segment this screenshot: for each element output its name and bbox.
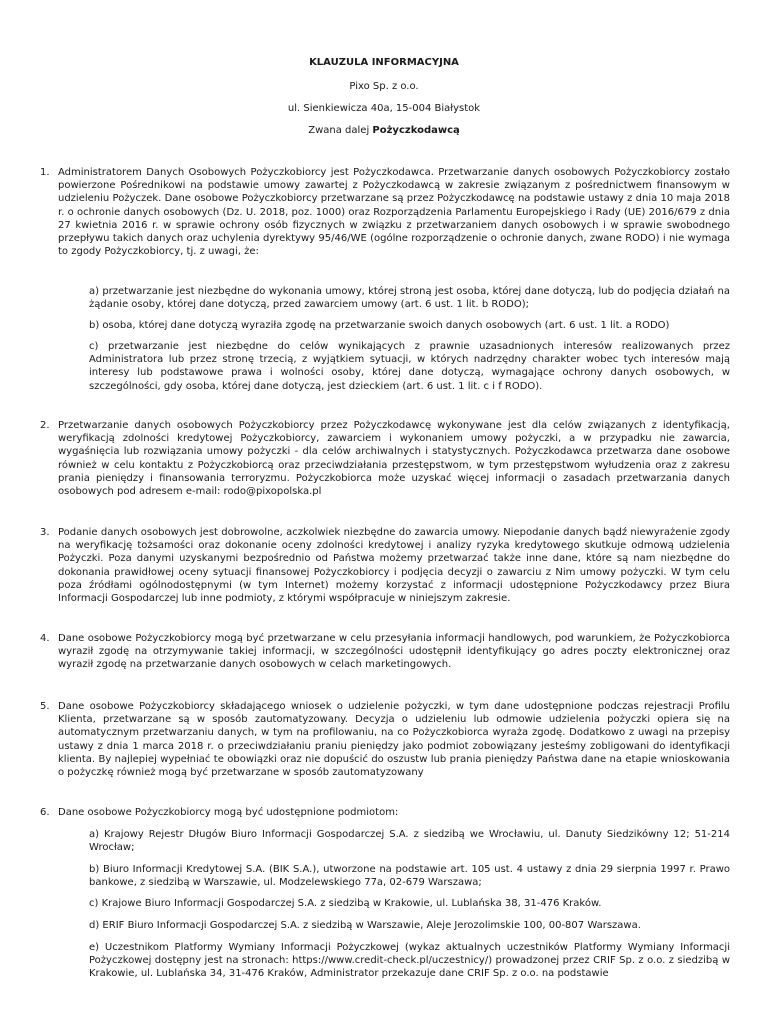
section-number: 4. (40, 633, 50, 644)
section-text: Administratorem Danych Osobowych Pożyczkobiorcy jest Pożyczkodawca. Przetwarzanie danych osobowych Pożyczkobiorcy zostało powierzone Pośrednikowi na podstawie umowy zawartej z Pożyczkodawcą w zakresie związanym z pośrednictwem finansowym w udzieleniu Pożyczek. Dane osobowe Pożyczkobiorcy przetwarzane są przez Pożyczkodawcę na podstawie ustawy z dnia 10 maja 2018 r. o ochronie danych osobowych (Dz. U. 2018, poz. 1000) oraz Rozporządzenia Parlamentu Europejskiego i Rady (UE) 2016/679 z dnia 27 kwietnia 2016 r. w sprawie ochrony osób fizycznych w związku z przetwarzaniem danych osobowych i w sprawie swobodnego przepływu takich danych oraz uchylenia dyrektywy 95/46/WE (ogólne rozporządzenie o ochronie danych, zwane RODO) i nie wymaga to zgody Pożyczkobiorcy, tj. z uwagi, że: (58, 167, 730, 258)
section-text: Dane osobowe Pożyczkobiorcy składającego wniosek o udzielenie pożyczki, w tym dane udostępnione podczas rejestracji Profilu Klienta, przetwarzane są w sposób zautomatyzowany. Decyzja o udzieleniu lub odmowie udzielenia pożyczki opiera się na automatycznym przetwarzaniu danych, w tym na profilowaniu, na co Pożyczkobiorca wyraża zgodę. Dodatkowo z uwagi na przepisy ustawy z dnia 1 marca 2018 r. o przeciwdziałaniu praniu pieniędzy jako podmiot zobowiązany jesteśmy zobligowani do identyfikacji klienta. By najlepiej wypełniać te obowiązki oraz nie dopuścić do oszustw lub prania pieniędzy Państwa dane na etapie wnioskowania o pożyczkę również mogą być przetwarzane w sposób zautomatyzowany (58, 701, 730, 779)
list-item: e) Uczestnikom Platformy Wymiany Informacji Pożyczkowej (wykaz aktualnych uczestników Platformy Wymiany Informacji Pożyczkowej dostępny jest na stronach: https://www.credit-check.pl/uczestnicy/) prowadzonej przez CRIF Sp. z o.o. z siedzibą w Krakowie, ul. Lublańska 34, 31-476 Kraków, Administrator przekazuje dane CRIF Sp. z o.o. na podstawie (89, 942, 730, 980)
section-number: 5. (40, 701, 50, 712)
section-text: Dane osobowe Pożyczkobiorcy mogą być udostępnione podmiotom: (58, 807, 399, 818)
section-number: 2. (40, 420, 50, 431)
section-text: Podanie danych osobowych jest dobrowolne, aczkolwiek niezbędne do zawarcia umowy. Niepodanie danych bądź niewyrażenie zgody na weryfikację tożsamości oraz dokonanie oceny zdolności kredytowej i analizy ryzyka kredytowego skutkuje odmową udzielenia Pożyczki. Poza danymi uzyskanymi bezpośrednio od Państwa możemy przetwarzać także inne dane, które są nam niezbędne do dokonania prawidłowej oceny sytuacji finansowej Pożyczkobiorcy i podjęcia decyzji o zawarciu z Nim umowy pożyczki. W tym celu poza źródłami ogólnodostępnymi (w tym Internet) możemy korzystać z informacji udostępnione Pożyczkodawcy przez Biura Informacji Gospodarczej lub inne podmioty, z którymi współpracuje w niniejszym zakresie. (58, 527, 730, 605)
list-item: d) ERIF Biuro Informacji Gospodarczej S.A. z siedzibą w Warszawie, Aleje Jerozolimskie 100, 00-807 Warszawa. (89, 920, 641, 931)
section-number: 3. (40, 527, 50, 538)
lender-designation (0, 124, 768, 137)
list-item: b) osoba, której dane dotyczą wyraziła zgodę na przetwarzanie swoich danych osobowych (art. 6 ust. 1 lit. a RODO) (89, 320, 670, 331)
list-item: a) Krajowy Rejestr Długów Biuro Informacji Gospodarczej S.A. z siedzibą we Wrocławiu, ul. Danuty Siedzikówny 12; 51-214 Wrocław; (89, 829, 730, 854)
document-title: KLAUZULA INFORMACYJNA (309, 57, 459, 68)
section-text: Dane osobowe Pożyczkobiorcy mogą być przetwarzane w celu przesyłania informacji handlowych, pod warunkiem, że Pożyczkobiorca wyraził zgodę na otrzymywanie takiej informacji, w szczególności udostępnił identyfikujący go adres poczty elektronicznej oraz wyraził zgodę na przetwarzanie danych osobowych w celach marketingowych. (58, 633, 730, 671)
company-name: Pixo Sp. z o.o. (349, 81, 419, 92)
list-item: b) Biuro Informacji Kredytowej S.A. (BIK S.A.), utworzone na podstawie art. 105 ust. 4 ustawy z dnia 29 sierpnia 1997 r. Prawo bankowe, z siedzibą w Warszawie, ul. Modzelewskiego 77a, 02-679 Warszawa; (89, 864, 730, 889)
section-text: Przetwarzanie danych osobowych Pożyczkobiorcy przez Pożyczkodawcę wykonywane jest dla celów związanych z identyfikacją, weryfikacją zdolności kredytowej Pożyczkobiorcy, zawarciem i wykonaniem umowy pożyczki, a w przypadku nie zawarcia, wygaśnięcia lub rozwiązania umowy pożyczki - dla celów archiwalnych i statystycznych. Pożyczkodawca przetwarza dane osobowe również w celu kontaktu z Pożyczkobiorcą oraz przeciwdziałania przestępstwom, w tym przestępstwom wyłudzenia oraz z zakresu prania pieniędzy i finansowania terroryzmu. Pożyczkobiorca może uzyskać więcej informacji o zasadach przetwarzania danych osobowych pod adresem e-mail: rodo@pixopolska.pl (58, 420, 730, 498)
section-number: 1. (40, 167, 50, 178)
list-item: c) przetwarzanie jest niezbędne do celów wynikających z prawnie uzasadnionych interesów realizowanych przez Administratora lub przez stronę trzecią, z wyjątkiem sytuacji, w których nadrzędny charakter wobec tych interesów mają interesy lub podstawowe prawa i wolności osoby, której dane dotyczą, wymagające ochrony danych osobowych, w szczególności, gdy osoba, której dane dotyczą, jest dzieckiem (art. 6 ust. 1 lit. c i f RODO). (89, 341, 730, 392)
lender-designation-prefix: Zwana dalej (308, 125, 373, 136)
list-item: a) przetwarzanie jest niezbędne do wykonania umowy, której stroną jest osoba, której dane dotyczą, lub do podjęcia działań na żądanie osoby, której dane dotyczą, przed zawarciem umowy (art. 6 ust. 1 lit. b RODO); (89, 286, 730, 311)
company-address: ul. Sienkiewicza 40a, 15-004 Białystok (287, 103, 481, 114)
lender-designation-term: Pożyczkodawcą (372, 125, 460, 136)
section-number: 6. (40, 807, 50, 818)
list-item: c) Krajowe Biuro Informacji Gospodarczej S.A. z siedzibą w Krakowie, ul. Lublańska 38, 31-476 Kraków. (89, 898, 602, 909)
